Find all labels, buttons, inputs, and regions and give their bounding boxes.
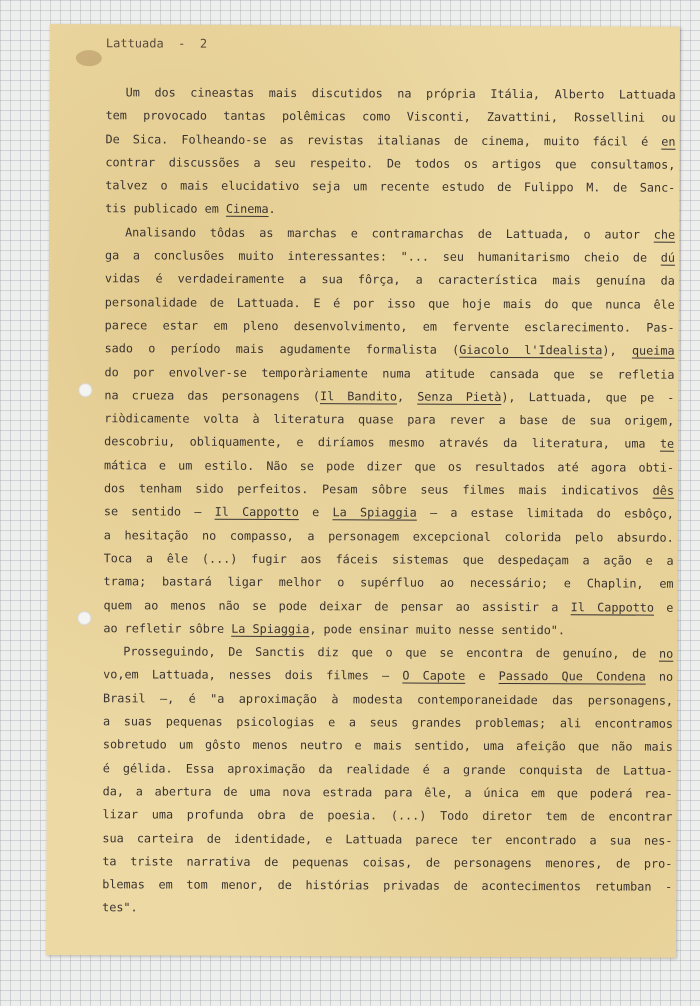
text-line: talvez o mais elucidativo seja um recente estudo de Fulippo M. de Sanc- bbox=[105, 178, 676, 195]
text-line: Um dos cineastas mais discutidos na própria Itália, Alberto Lattuada bbox=[125, 85, 676, 102]
text-line: da, a abertura de uma nova estrada para êle, a única em que poderá rea- bbox=[102, 784, 673, 801]
text-line: personalidade de Lattuada. E é por isso que hoje mais do que nunca êle bbox=[104, 294, 675, 312]
text-line: trama; bastará ligar melhor o supérfluo ao necessário; e Chaplin, em bbox=[103, 574, 674, 591]
text-line: ta triste narrativa de pequenas coisas, de personagens menores, de pro- bbox=[102, 854, 673, 871]
text-line: descobriu, obliquamente, e diríamos mesmo através da literatura, uma te bbox=[104, 434, 675, 452]
text-line: riòdicamente volta à literatura quase para rever a base de sua origem, bbox=[104, 411, 675, 428]
text-line: ga a conclusões muito interessantes: "... seu humanitarismo cheio de dú bbox=[104, 248, 676, 265]
punch-hole-bottom bbox=[77, 611, 91, 625]
text-line: vo,em Lattuada, nesses dois filmes — O Capote e Passado Que Condena no bbox=[103, 667, 674, 685]
text-line: se sentido — Il Cappotto e La Spiaggia — a estase limitada do esbôço, bbox=[103, 504, 674, 522]
text-line: sua carteira de identidade, e Lattuada parece ter encontrado a sua nes- bbox=[102, 830, 673, 848]
body-text bbox=[102, 81, 676, 922]
text-line: dos tenham sido perfeitos. Pesam sôbre seus filmes mais indicativos dês bbox=[103, 481, 674, 498]
text-line: quem ao menos não se pode deixar de pensar ao assistir a Il Cappotto e bbox=[103, 597, 674, 615]
text-line: lizar uma profunda obra de poesia. (...) Todo diretor tem de encontrar bbox=[102, 807, 673, 824]
text-line: tis publicado em Cinema. bbox=[105, 201, 276, 217]
text-line: contrar discussões a seu respeito. De todos os artigos que consultamos, bbox=[105, 155, 676, 172]
text-line: mática e um estilo. Não se pode dizer que os resultados até agora obti- bbox=[104, 457, 675, 475]
text-line: sado o período mais agudamente formalista (Giacolo l'Idealista), queima bbox=[104, 341, 675, 358]
punch-hole-top bbox=[78, 383, 92, 397]
text-line: Prosseguindo, De Sanctis diz que o que se encontra de genuíno, de no bbox=[123, 644, 674, 661]
text-line: blemas em tom menor, de histórias privadas de acontecimentos retumban - bbox=[102, 877, 673, 894]
text-line: a hesitação no compasso, a personagem excepcional colorida pelo absurdo. bbox=[103, 527, 674, 545]
text-line: De Sica. Folheando-se as revistas italianas de cinema, muito fácil é en bbox=[105, 131, 676, 149]
text-line: é gélida. Essa aproximação da realidade é a grande conquista de Lattua- bbox=[102, 760, 673, 778]
text-line: do por envolver-se temporàriamente numa atitude cansada que se refletia bbox=[104, 364, 675, 382]
text-line: Brasil —, é "a aproximação à modesta contemporaneidade das personagens, bbox=[103, 690, 674, 708]
text-line: tes". bbox=[102, 900, 138, 915]
paper-stain bbox=[76, 50, 102, 66]
text-line: a suas pequenas psicologias e a seus grandes problemas; ali encontramos bbox=[102, 714, 673, 731]
text-line: Toca a êle (...) fugir aos fáceis sistemas que despedaçam a ação e a bbox=[103, 551, 674, 568]
text-line: na crueza das personagens (Il Bandito, Senza Pietà), Lattuada, que pe - bbox=[104, 388, 675, 405]
text-line: vidas é verdadeiramente a sua fôrça, a característica mais genuína da bbox=[104, 271, 675, 289]
text-line: Analisando tôdas as marchas e contramarchas de Lattuada, o autor che bbox=[125, 225, 676, 242]
text-line: sobretudo um gôsto menos neutro e mais sentido, uma afeição que não mais bbox=[102, 737, 673, 755]
typewritten-page bbox=[46, 24, 680, 958]
text-line: tem provocado tantas polêmicas como Visconti, Zavattini, Rossellini ou bbox=[105, 108, 676, 126]
text-line: parece estar em pleno desenvolvimento, em fervente esclarecimento. Pas- bbox=[104, 318, 675, 335]
text-line: ao refletir sôbre La Spiaggia, pode ensinar muito nesse sentido". bbox=[103, 621, 566, 638]
running-head: Lattuada - 2 bbox=[105, 36, 208, 51]
